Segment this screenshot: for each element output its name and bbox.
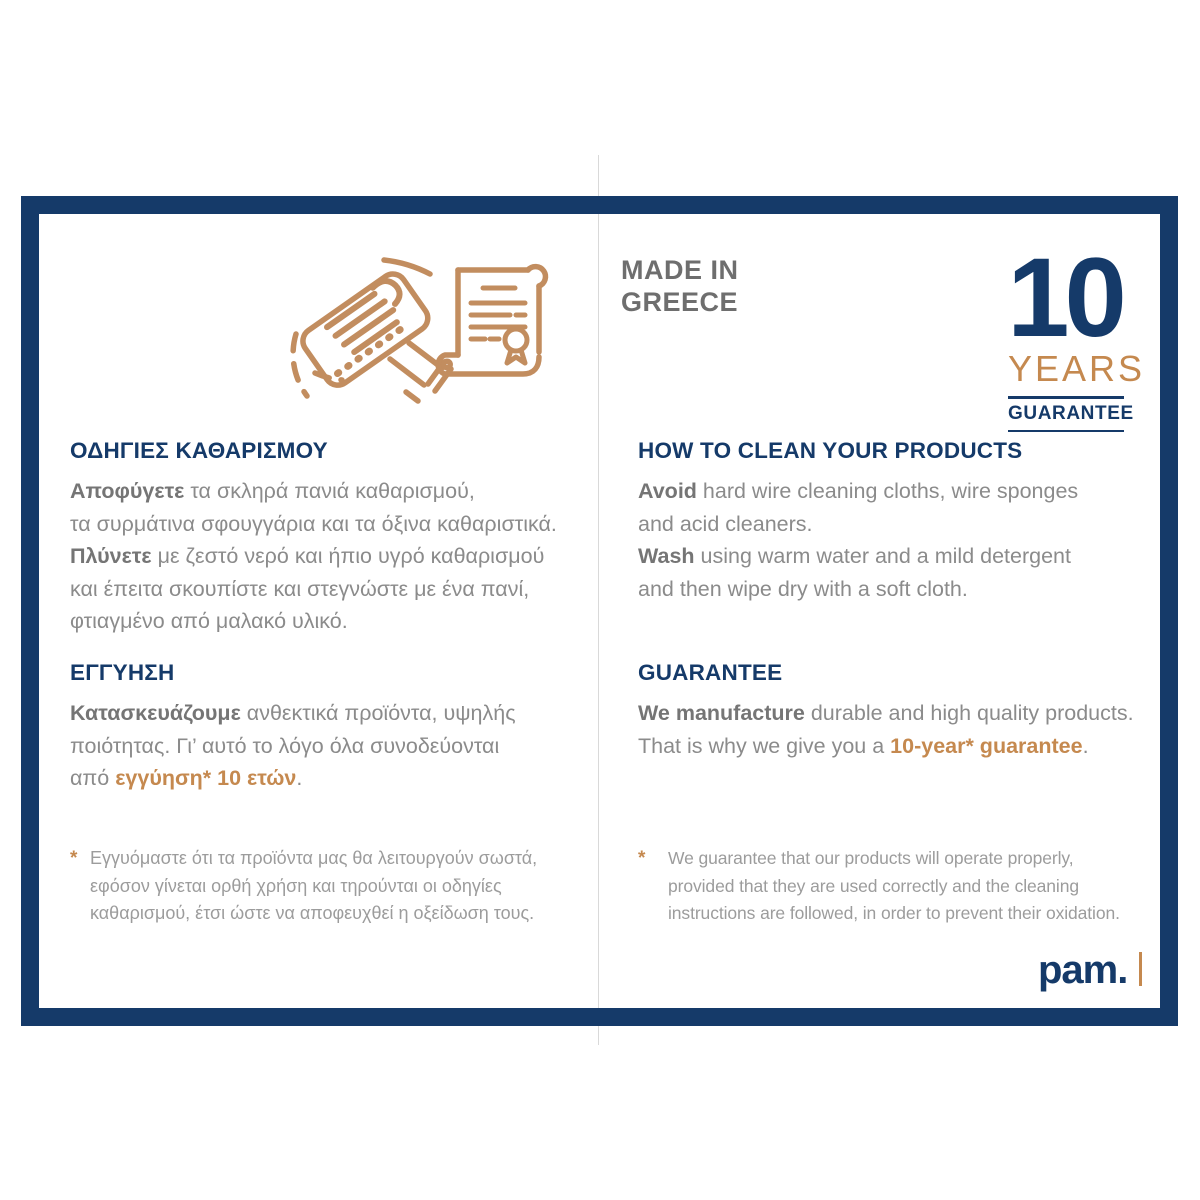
greek-footnote-text: Εγγυόμαστε ότι τα προϊόντα μας θα λειτουργούν σωστά, εφόσον γίνεται ορθή χρήση και τηρούνται οι οδηγίες καθαρισμού, έτσι ώστε να αποφευχθεί η οξείδωση τους. <box>90 848 538 923</box>
greek-footnote <box>70 845 537 928</box>
english-footnote-text: We guarantee that our products will operate properly, provided that they are used correctly and the cleaning instructions are followed, in order to prevent their oxidation. <box>668 848 1120 923</box>
text-line: Avoid hard wire cleaning cloths, wire sponges <box>638 479 1079 503</box>
english-guarantee-accent: 10-year* guarantee <box>890 733 1083 758</box>
made-in-line2: GREECE <box>621 287 739 317</box>
made-in-line1: MADE IN <box>621 255 739 285</box>
footnote-asterisk: * <box>70 848 78 869</box>
text-line: ποιότητας. Γι’ αυτό το λόγο όλα συνοδεύονται <box>70 733 500 758</box>
pam-logo-bar <box>1139 952 1142 986</box>
greek-guarantee-section <box>70 660 516 795</box>
badge-years-label: YEARS <box>1008 347 1146 389</box>
text-line: and then wipe dry with a soft cloth. <box>638 576 968 601</box>
pam-logo <box>1038 948 1142 993</box>
text-line: Αποφύγετε τα σκληρά πανιά καθαρισμού, <box>70 479 475 503</box>
english-guarantee-section <box>638 660 1134 762</box>
text-line: Κατασκευάζουμε ανθεκτικά προϊόντα, υψηλής <box>70 701 516 725</box>
badge-guarantee-label: GUARANTEE <box>1008 402 1134 424</box>
text-line: Πλύνετε με ζεστό νερό και ήπιο υγρό καθαρισμού <box>70 544 545 568</box>
guarantee-certificate-icon <box>426 252 564 394</box>
badge-number: 10 <box>1007 235 1122 360</box>
text-line: That is why we give you a 10-year* guarantee. <box>638 733 1089 758</box>
text-line: από εγγύηση* 10 ετών. <box>70 766 303 790</box>
english-footnote <box>638 845 1120 928</box>
text-line: φτιαγμένο από μαλακό υλικό. <box>70 609 348 633</box>
greek-guarantee-accent: εγγύηση* 10 ετών <box>115 766 297 790</box>
english-guarantee-heading: GUARANTEE <box>638 660 783 685</box>
made-in-greece-label <box>621 254 739 318</box>
pam-logo-text: pam. <box>1038 948 1128 992</box>
english-cleaning-heading: HOW TO CLEAN YOUR PRODUCTS <box>638 438 1023 463</box>
greek-cleaning-heading: ΟΔΗΓΙΕΣ ΚΑΘΑΡΙΣΜΟΥ <box>70 438 328 463</box>
greek-cleaning-section <box>70 438 557 638</box>
text-line: Wash using warm water and a mild detergent <box>638 544 1071 568</box>
text-line: and acid cleaners. <box>638 511 813 536</box>
badge-divider-bottom <box>1008 430 1124 432</box>
ten-years-guarantee-badge <box>1007 235 1146 432</box>
english-cleaning-section <box>638 438 1078 605</box>
text-line: We manufacture durable and high quality products. <box>638 701 1134 725</box>
text-line: τα συρμάτινα σφουγγάρια και τα όξινα καθαριστικά. <box>70 511 557 536</box>
badge-divider-top <box>1008 396 1124 399</box>
greek-guarantee-heading: ΕΓΓΥΗΣΗ <box>70 660 175 685</box>
footnote-asterisk: * <box>638 848 646 869</box>
text-line: και έπειτα σκουπίστε και στεγνώστε με ένα πανί, <box>70 576 530 601</box>
